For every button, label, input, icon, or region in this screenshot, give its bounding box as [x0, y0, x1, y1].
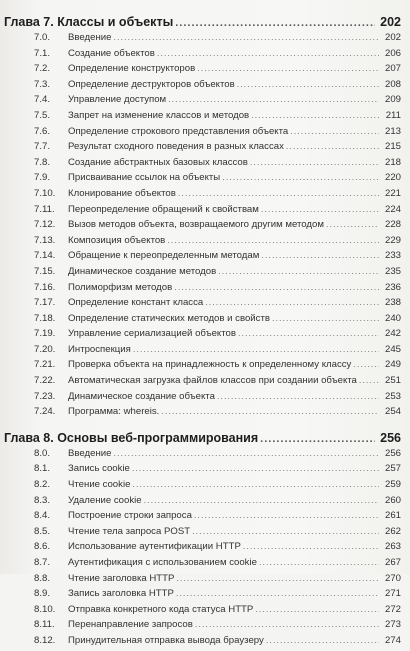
section-page-number: 221: [384, 187, 401, 199]
section-page-number: 249: [384, 359, 401, 371]
section-number: 7.0.: [34, 32, 51, 43]
leader-dots: [261, 250, 379, 260]
section-number: 7.22.: [34, 375, 56, 387]
leader-dots: [133, 344, 379, 354]
leader-dots: [359, 375, 379, 385]
leader-dots: [176, 588, 379, 598]
toc-entry: [34, 375, 401, 391]
chapter-spacer: [4, 422, 401, 431]
section-title: Результат сходного поведения в разных классах: [68, 141, 284, 153]
section-title: Переопределение обращений к свойствам: [68, 203, 259, 215]
leader-dots: [217, 391, 379, 401]
section-page-number: 262: [384, 525, 401, 537]
toc-entry: [34, 448, 401, 464]
section-number: 8.0.: [34, 447, 51, 459]
section-title: Вызов методов объекта, возвращаемого другим методом: [68, 219, 324, 231]
section-number: 7.4.: [34, 94, 51, 106]
section-page-number: 207: [384, 63, 401, 75]
section-number: 7.18.: [34, 312, 56, 324]
toc-entry: [34, 282, 401, 298]
toc-entry: [34, 48, 401, 64]
section-page-number: 270: [384, 572, 401, 584]
section-title: Введение: [68, 32, 112, 43]
section-page-number: 271: [384, 588, 401, 600]
section-title: Чтение заголовка HTTP: [68, 572, 175, 584]
leader-dots: [326, 219, 379, 229]
section-title: Динамическое создание объекта: [68, 390, 215, 402]
section-number: 7.15.: [34, 265, 56, 277]
section-number: 7.11.: [34, 203, 55, 215]
toc-entry: [34, 510, 401, 526]
section-number: 7.16.: [34, 281, 56, 293]
leader-dots: [205, 297, 379, 307]
section-number: 8.8.: [34, 572, 51, 584]
leader-dots: [260, 433, 375, 445]
section-page-number: 240: [384, 312, 401, 324]
leader-dots: [290, 126, 379, 136]
section-page-number: 209: [384, 94, 401, 106]
toc-entry: [34, 79, 401, 95]
section-title: Чтение cookie: [68, 479, 131, 491]
section-title: Построение строки запроса: [68, 510, 192, 522]
section-page-number: 260: [384, 494, 401, 506]
section-title: Определение статических методов и свойств: [68, 312, 270, 324]
toc-entry: [34, 604, 401, 620]
section-page-number: 238: [384, 297, 401, 309]
section-page-number: 261: [384, 510, 401, 522]
toc-entry: [34, 619, 401, 635]
leader-dots: [167, 235, 379, 245]
section-number: 8.9.: [34, 588, 51, 600]
section-title: Создание абстрактных базовых классов: [68, 156, 248, 168]
section-number: 7.12.: [34, 219, 56, 231]
section-number: 7.9.: [34, 172, 51, 184]
toc-entry: [34, 157, 401, 173]
toc-entry: [34, 235, 401, 251]
section-page-number: 257: [384, 463, 401, 475]
leader-dots: [286, 141, 379, 151]
leader-dots: [168, 94, 379, 104]
section-title: Обращение к переопределенным методам: [68, 250, 260, 262]
section-title: Принудительная отправка вывода браузеру: [68, 634, 264, 646]
toc-entry: [34, 635, 401, 651]
toc-entry: [34, 541, 401, 557]
section-title: Определение деструкторов объектов: [68, 78, 235, 90]
leader-dots: [353, 359, 379, 369]
section-page-number: 256: [384, 447, 401, 459]
section-number: 7.13.: [34, 234, 56, 246]
section-page-number: 228: [384, 219, 401, 231]
toc-entry: [34, 463, 401, 479]
section-page-number: 229: [384, 234, 401, 246]
toc-entry: [34, 391, 401, 407]
section-title: Чтение тела запроса POST: [68, 525, 191, 537]
section-number: 8.7.: [34, 557, 51, 568]
section-number: 8.12.: [34, 634, 56, 646]
section-page-number: 233: [384, 250, 401, 262]
toc-entry: [34, 573, 401, 589]
section-page-number: 206: [384, 47, 401, 59]
leader-dots: [174, 282, 379, 292]
section-page-number: 272: [384, 603, 401, 615]
section-number: 7.5.: [34, 109, 51, 121]
section-page-number: 235: [384, 265, 401, 277]
section-title: Удаление cookie: [68, 494, 142, 506]
section-number: 7.24.: [34, 406, 56, 418]
leader-dots: [176, 573, 379, 583]
leader-dots: [175, 17, 375, 29]
section-title: Присваивание ссылок на объекты: [68, 172, 221, 184]
leader-dots: [195, 619, 379, 629]
chapter-heading: [4, 15, 401, 31]
toc-entry: [34, 172, 401, 188]
section-title: Отправка конкретного кода статуса HTTP: [68, 603, 254, 615]
section-number: 8.1.: [34, 463, 51, 475]
section-number: 8.11.: [34, 619, 55, 631]
toc-entry: [34, 141, 401, 157]
section-number: 7.23.: [34, 390, 56, 402]
section-page-number: 254: [384, 406, 401, 418]
section-list: [34, 32, 401, 422]
section-number: 7.6.: [34, 125, 51, 137]
section-list: [34, 448, 401, 651]
leader-dots: [266, 635, 379, 645]
section-page-number: 213: [384, 125, 401, 137]
chapter-title: Глава 7. Классы и объекты: [4, 15, 174, 29]
section-number: 8.4.: [34, 510, 51, 522]
table-of-contents: [4, 15, 401, 651]
chapter-page-number: 202: [380, 15, 401, 29]
section-title: Создание объектов: [68, 47, 155, 59]
section-page-number: 218: [384, 156, 401, 168]
section-title: Интроспекция: [68, 343, 131, 355]
section-page-number: 245: [384, 343, 401, 355]
toc-entry: [34, 63, 401, 79]
section-title: Введение: [68, 447, 112, 459]
section-number: 7.7.: [34, 141, 51, 153]
section-number: 7.2.: [34, 63, 51, 75]
leader-dots: [132, 463, 379, 473]
section-title: Полиморфизм методов: [68, 281, 173, 293]
leader-dots: [251, 110, 379, 120]
toc-entry: [34, 126, 401, 142]
toc-entry: [34, 406, 401, 422]
leader-dots: [222, 172, 379, 182]
section-page-number: 208: [384, 78, 401, 90]
toc-entry: [34, 495, 401, 511]
section-title: Определение констант класса: [68, 297, 204, 309]
section-page-number: 253: [384, 390, 401, 402]
leader-dots: [250, 157, 379, 167]
section-page-number: 242: [384, 328, 401, 340]
section-number: 7.17.: [34, 297, 56, 309]
section-page-number: 259: [384, 479, 401, 491]
toc-entry: [34, 313, 401, 329]
toc-entry: [34, 188, 401, 204]
section-page-number: 267: [384, 557, 401, 568]
leader-dots: [218, 266, 379, 276]
toc-entry: [34, 110, 401, 126]
chapter-page-number: 256: [380, 430, 401, 445]
toc-entry: [34, 344, 401, 360]
section-title: Динамическое создание методов: [68, 265, 217, 277]
chapter-heading: [4, 431, 401, 447]
section-title: Проверка объекта на принадлежность к определенному классу: [68, 359, 352, 371]
section-number: 7.20.: [34, 343, 56, 355]
leader-dots: [197, 63, 379, 73]
leader-dots: [243, 541, 379, 551]
section-title: Определение строкового представления объекта: [68, 125, 289, 137]
leader-dots: [178, 188, 379, 198]
section-page-number: 263: [384, 541, 401, 553]
section-title: Программа: whereis.: [68, 406, 160, 418]
section-number: 7.14.: [34, 250, 56, 262]
toc-entry: [34, 219, 401, 235]
leader-dots: [272, 313, 379, 323]
toc-entry: [34, 266, 401, 282]
section-number: 7.21.: [34, 359, 56, 371]
chapter-title: Глава 8. Основы веб-программирования: [4, 430, 259, 445]
toc-entry: [34, 359, 401, 375]
toc-entry: [34, 94, 401, 110]
leader-dots: [238, 328, 379, 338]
section-page-number: 273: [384, 619, 401, 631]
toc-entry: [34, 479, 401, 495]
leader-dots: [161, 406, 379, 416]
leader-dots: [132, 479, 379, 489]
leader-dots: [192, 526, 379, 536]
toc-entry: [34, 328, 401, 344]
toc-entry: [34, 32, 401, 48]
section-number: 8.6.: [34, 541, 51, 553]
leader-dots: [261, 204, 379, 214]
section-number: 7.8.: [34, 156, 51, 168]
toc-entry: [34, 526, 401, 542]
toc-entry: [34, 557, 401, 573]
toc-entry: [34, 204, 401, 220]
section-page-number: 202: [384, 32, 401, 43]
leader-dots: [194, 510, 379, 520]
section-page-number: 274: [384, 634, 401, 646]
section-title: Использование аутентификации HTTP: [68, 541, 241, 553]
section-number: 7.19.: [34, 328, 56, 340]
section-title: Перенаправление запросов: [68, 619, 193, 631]
section-page-number: 215: [384, 141, 401, 153]
leader-dots: [113, 448, 379, 458]
section-number: 8.3.: [34, 494, 51, 506]
section-title: Определение конструкторов: [68, 63, 196, 75]
leader-dots: [113, 32, 379, 42]
leader-dots: [237, 79, 379, 89]
section-title: Управление доступом: [68, 94, 167, 106]
section-page-number: 236: [384, 281, 401, 293]
section-title: Запрет на изменение классов и методов: [68, 109, 250, 121]
section-number: 8.2.: [34, 479, 51, 491]
section-number: 7.1.: [34, 47, 51, 59]
section-page-number: 211: [385, 109, 401, 121]
section-number: 7.10.: [34, 187, 56, 199]
toc-entry: [34, 588, 401, 604]
leader-dots: [255, 604, 379, 614]
section-number: 7.3.: [34, 78, 51, 90]
section-title: Композиция объектов: [68, 234, 166, 246]
leader-dots: [144, 495, 379, 505]
section-title: Клонирование объектов: [68, 187, 176, 199]
leader-dots: [259, 557, 379, 567]
section-number: 8.10.: [34, 603, 56, 615]
section-page-number: 220: [384, 172, 401, 184]
toc-entry: [34, 297, 401, 313]
section-title: Аутентификация с использованием cookie: [68, 557, 257, 568]
toc-entry: [34, 250, 401, 266]
section-number: 8.5.: [34, 525, 51, 537]
leader-dots: [157, 48, 379, 58]
section-title: Запись заголовка HTTP: [68, 588, 174, 600]
section-page-number: 224: [384, 203, 401, 215]
section-title: Управление сериализацией объектов: [68, 328, 236, 340]
section-title: Запись cookie: [68, 463, 130, 475]
section-page-number: 251: [384, 375, 401, 387]
section-title: Автоматическая загрузка файлов классов при создании объекта: [68, 375, 357, 387]
